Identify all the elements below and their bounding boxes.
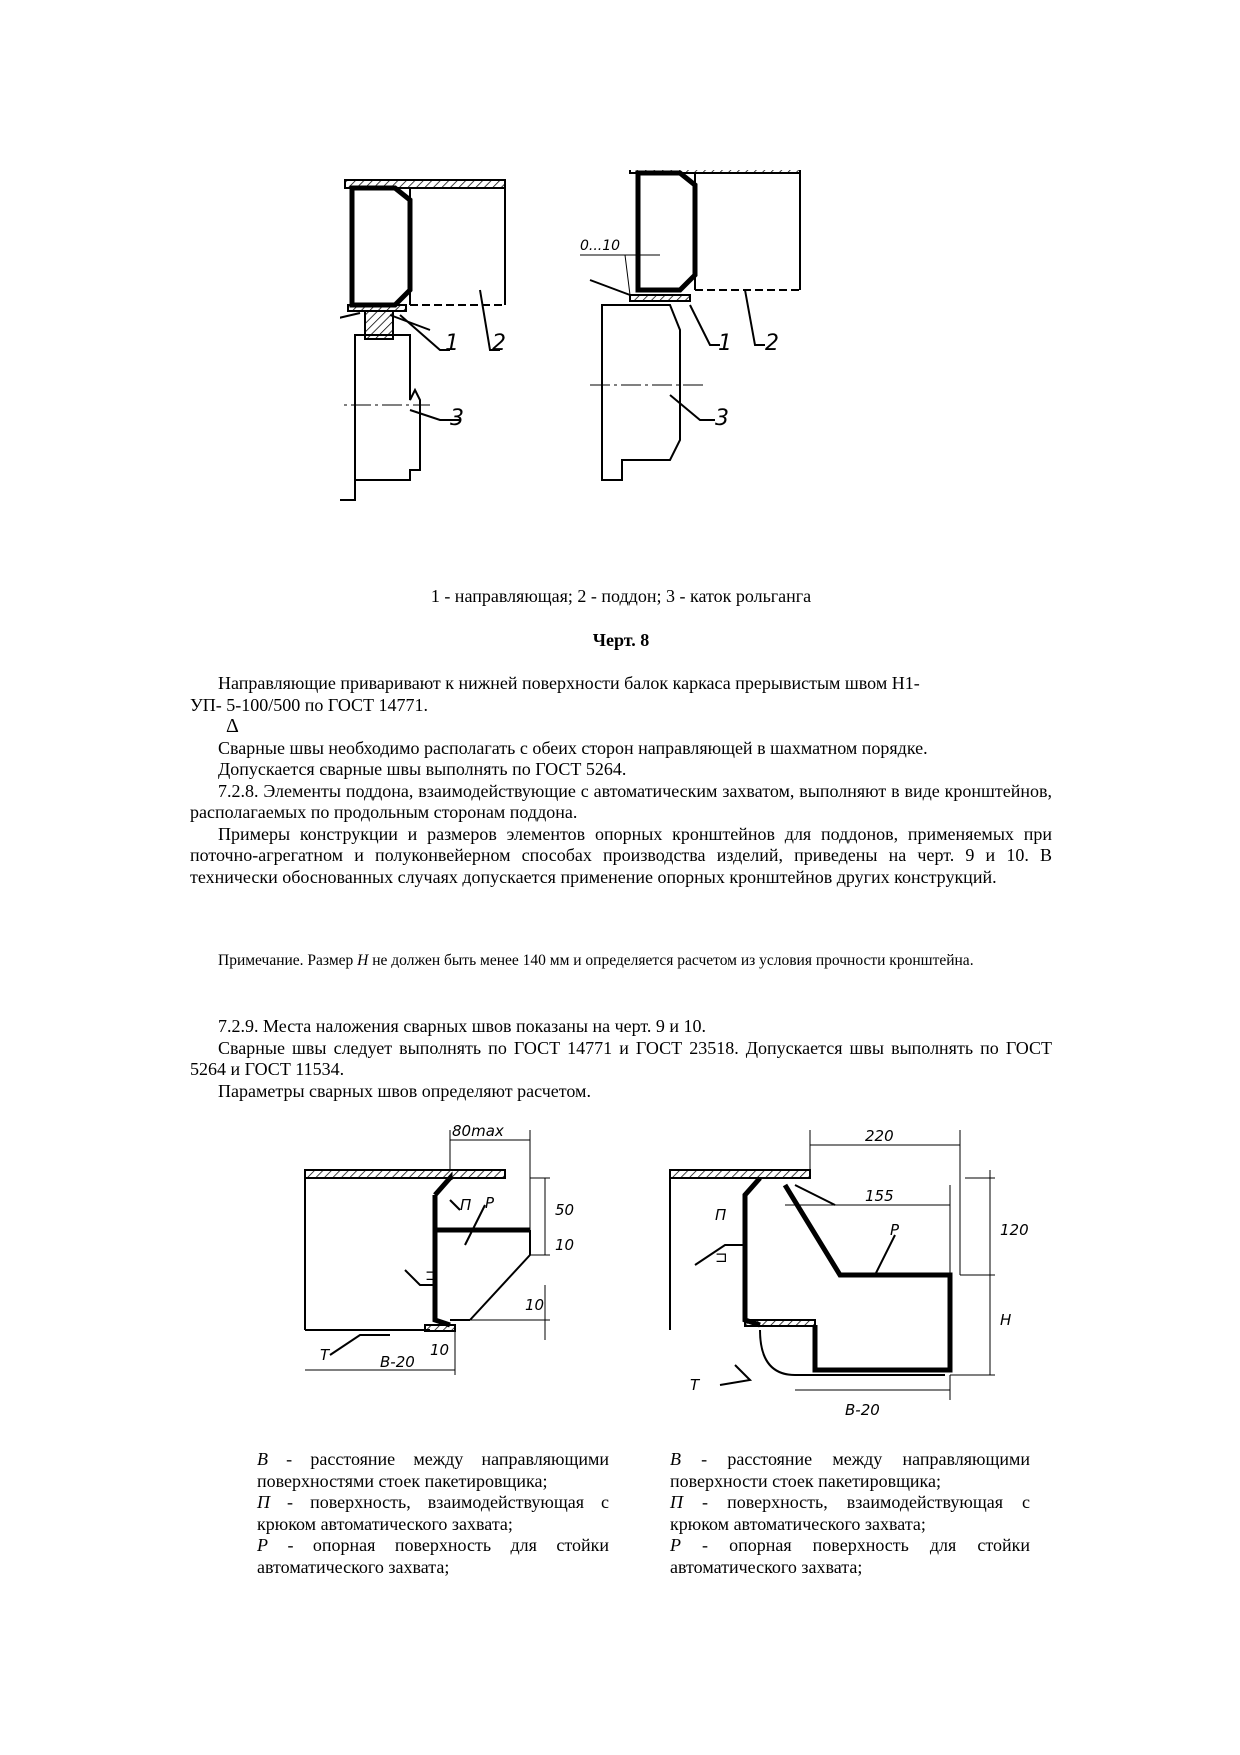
label-dim-10c: 10 [430, 1341, 450, 1359]
paragraph: УП- 5-100/500 по ГОСТ 14771. [190, 694, 429, 715]
legend-item: Р - опорная поверхность для стойки автоматического захвата; [257, 1535, 609, 1577]
label-support: Р [485, 1194, 495, 1212]
label-roller: 3 [450, 406, 464, 431]
paragraph: Направляющие приваривают к нижней поверхности балок каркаса прерывистым швом Н1- [218, 673, 920, 693]
label-dim-top: 80max [452, 1125, 504, 1140]
legend-item: В - расстояние между направляющими поверхности стоек пакетировщика; [670, 1449, 1030, 1491]
label-dim-50: 50 [555, 1201, 575, 1219]
paragraph: Сварные швы необходимо располагать с обеих сторон направляющей в шахматном порядке. [218, 737, 928, 758]
label-pallet: 2 [492, 331, 506, 356]
body-text-1 [190, 673, 1052, 888]
label-dim-10a: 10 [555, 1236, 575, 1254]
paragraph: Примеры конструкции и размеров элементов опорных кронштейнов для поддонов, применяемых при поточно-агрегатном и полуконвейерном способах производства изделий, приведены на черт. 9 и 10. В технически обоснованных случаях допускается применение опорных кронштейнов других конструкций. [190, 823, 1052, 887]
label-dim-120: 120 [1000, 1221, 1029, 1239]
label-support: Р [890, 1221, 900, 1239]
label-roller-right: 3 [715, 406, 729, 431]
label-width: В-20 [380, 1353, 415, 1371]
figure-8-right-view [580, 170, 800, 480]
paragraph: 7.2.8. Элементы поддона, взаимодействующие с автоматическим захватом, выполняют в виде кронштейнов, располагаемых по продольным сторонам поддона. [190, 780, 1052, 822]
label-pallet-right: 2 [765, 331, 779, 356]
note: Примечание. Размер Н не должен быть менее 140 мм и определяется расчетом из условия прочности кронштейна. [218, 952, 974, 969]
figure-10-drawing [665, 1125, 1045, 1425]
label-guide-right: 1 [718, 331, 732, 356]
label-width: В-20 [845, 1401, 880, 1419]
legend-right [670, 1449, 1030, 1578]
figure-9-drawing [300, 1125, 600, 1385]
label-gap: 0...10 [580, 238, 621, 254]
label-guide: 1 [445, 331, 459, 356]
legend-item: В - расстояние между направляющими поверхностями стоек пакетировщика; [257, 1449, 609, 1491]
label-dim-220: 220 [865, 1127, 894, 1145]
label-dim-10b: 10 [525, 1296, 545, 1314]
body-text-2 [190, 1016, 1052, 1102]
legend-item: П - поверхность, взаимодействующая с крюком автоматического захвата; [257, 1492, 609, 1534]
label-hook: П [715, 1206, 727, 1224]
paragraph: 7.2.9. Места наложения сварных швов показаны на черт. 9 и 10. [218, 1016, 707, 1036]
label-t: Т [690, 1376, 700, 1394]
figure-8-left-view [340, 180, 505, 500]
legend-item: П - поверхность, взаимодействующая с крюком автоматического захвата; [670, 1492, 1030, 1534]
paragraph: Допускается сварные швы выполнять по ГОСТ 5264. [218, 759, 627, 779]
weld-symbol: ⊐ [425, 1266, 438, 1284]
figure-8-caption: 1 - направляющая; 2 - поддон; 3 - каток рольганга [430, 586, 812, 606]
label-dim-h: Н [1000, 1311, 1012, 1329]
label-t: Т [320, 1346, 330, 1364]
legend-left [257, 1449, 609, 1578]
label-hook: П [460, 1196, 472, 1214]
figure-8-title: Черт. 8 [592, 630, 650, 650]
legend-item: Р - опорная поверхность для стойки автоматического захвата; [670, 1535, 1030, 1577]
label-dim-155: 155 [865, 1187, 894, 1205]
delta-symbol: Δ [226, 715, 239, 737]
paragraph: Сварные швы следует выполнять по ГОСТ 14771 и ГОСТ 23518. Допускается швы выполнять по ГОСТ 5264 и ГОСТ 11534. [190, 1037, 1052, 1079]
weld-symbol: ⊐ [715, 1248, 728, 1266]
paragraph: Параметры сварных швов определяют расчетом. [218, 1080, 591, 1101]
figure-8-drawing [340, 170, 900, 570]
